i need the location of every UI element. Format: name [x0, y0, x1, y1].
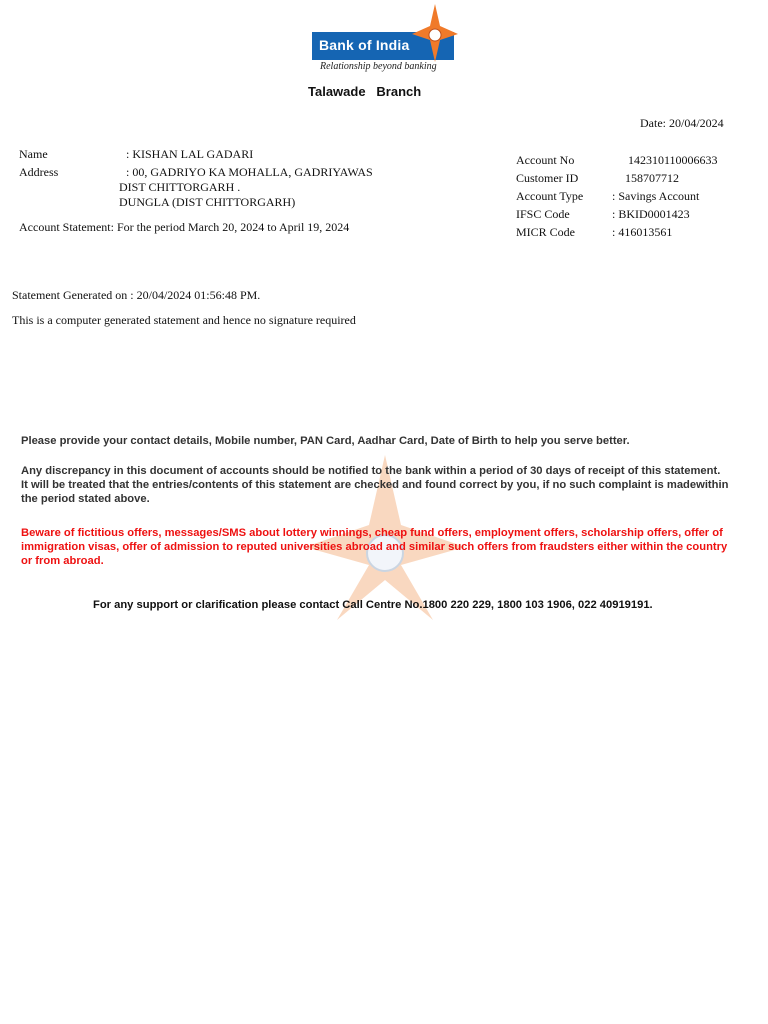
account-type-value: : Savings Account — [612, 189, 700, 203]
fraud-warning-line-2: immigration visas, offer of admission to reputed universities abroad and similar such offers from fraudsters either within the country — [21, 541, 728, 553]
bank-tagline: Relationship beyond banking — [320, 61, 437, 72]
name-value: : KISHAN LAL GADARI — [126, 147, 254, 161]
micr-label: MICR Code — [516, 225, 576, 239]
micr-value: : 416013561 — [612, 225, 673, 239]
fraud-warning-line-1: Beware of fictitious offers, messages/SMS about lottery winnings, cheap fund offers, employment offers, scholarship offers, offer of — [21, 527, 723, 539]
address-line-1: : 00, GADRIYO KA MOHALLA, GADRIYAWAS — [126, 165, 373, 179]
bank-logo — [310, 4, 460, 76]
account-type-label: Account Type — [516, 189, 584, 203]
address-line-3: DUNGLA (DIST CHITTORGARH) — [119, 195, 296, 209]
ifsc-label: IFSC Code — [516, 207, 570, 221]
bank-name: Bank of India — [319, 37, 410, 53]
star-logo-icon — [412, 4, 458, 62]
customer-id-value: 158707712 — [625, 171, 679, 185]
support-contact: For any support or clarification please contact Call Centre No.1800 220 229, 1800 103 1906, 022 40919191. — [93, 599, 653, 611]
contact-details-notice: Please provide your contact details, Mobile number, PAN Card, Aadhar Card, Date of Birth to help you serve better. — [21, 435, 630, 447]
discrepancy-notice-line-1: Any discrepancy in this document of accounts should be notified to the bank within a period of 30 days of receipt of this statement. — [21, 465, 721, 477]
generated-on: Statement Generated on : 20/04/2024 01:56:48 PM. — [12, 288, 261, 302]
statement-date: Date: 20/04/2024 — [640, 116, 724, 130]
customer-id-label: Customer ID — [516, 171, 579, 185]
name-label: Name — [19, 147, 48, 161]
discrepancy-notice-line-3: the period stated above. — [21, 493, 150, 505]
statement-period: Account Statement: For the period March 20, 2024 to April 19, 2024 — [19, 220, 350, 234]
account-no-value: 142310110006633 — [628, 153, 718, 167]
no-signature-note: This is a computer generated statement and hence no signature required — [12, 313, 356, 327]
ifsc-value: : BKID0001423 — [612, 207, 690, 221]
address-label: Address — [19, 165, 59, 179]
branch-name: Talawade Branch — [308, 84, 422, 99]
fraud-warning-line-3: or from abroad. — [21, 555, 104, 567]
discrepancy-notice-line-2: It will be treated that the entries/contents of this statement are checked and found correct by you, if no such complaint is madewithin — [21, 479, 729, 491]
address-line-2: DIST CHITTORGARH . — [119, 180, 241, 194]
account-no-label: Account No — [516, 153, 575, 167]
